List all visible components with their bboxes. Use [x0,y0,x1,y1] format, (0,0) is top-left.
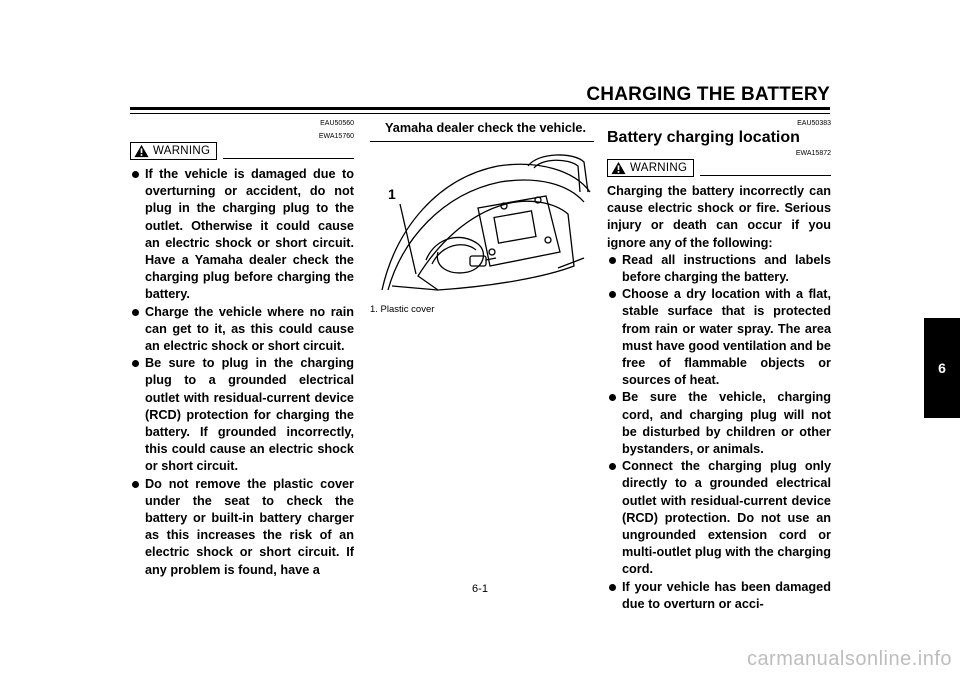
list-item: Be sure to plug in the charging plug to a grounded electrical outlet with residual-current device (RCD) protection for charging the battery. If grounded incorrectly, this could cause an electric shock or short circuit. [130,355,354,475]
section-heading: Battery charging location [607,129,800,146]
warning-list [607,252,831,613]
doc-code: EWA15760 [318,133,354,140]
column-middle [370,120,594,315]
page-number: 6-1 [472,583,488,595]
page-header-title: CHARGING THE BATTERY [586,84,830,105]
warning-bar [130,142,354,160]
list-item: Read all instructions and labels before charging the battery. [607,252,831,286]
warning-list [130,166,354,579]
plastic-cover-figure [378,148,592,296]
warning-bar [607,159,831,177]
header-rule-thick [130,107,830,110]
warning-end-rule [370,141,594,142]
continued-text: Yamaha dealer check the vehicle. [385,121,586,135]
warning-label: WARNING [153,145,211,157]
warning-label: WARNING [630,162,688,174]
doc-code: EAU50560 [320,120,354,127]
list-item: If your vehicle has been damaged due to overturn or acci- [607,579,831,613]
warning-triangle-icon [611,161,626,175]
column-right [607,120,831,613]
warning-rule [223,158,354,159]
chapter-tab[interactable]: 6 [924,318,960,418]
header-rule-thin [130,113,830,114]
list-item: Be sure the vehicle, charging cord, and charging plug will not be disturbed by children or other bystanders, or animals. [607,389,831,458]
list-item: Choose a dry location with a flat, stable surface that is protected from rain or water spray. The area must have good ventilation and be free of flammable objects or sources of heat. [607,286,831,389]
seat-compartment-illustration [378,148,592,296]
list-item: Do not remove the plastic cover under the seat to check the battery or built-in battery charger as this increases the risk of an electric shock or short circuit. If any problem is found, have a [130,476,354,579]
doc-code: EAU50383 [797,120,831,127]
figure-callout: 1 [388,186,396,203]
column-left [130,120,354,579]
warning-rule [700,175,831,176]
warning-badge [130,142,217,160]
warning-triangle-icon [134,144,149,158]
list-item: If the vehicle is damaged due to overturning or accident, do not plug in the charging plug to the outlet. Otherwise it could cause an electric shock or short circuit. Have a Yamaha dealer check the charging plug before charging the battery. [130,166,354,304]
warning-badge [607,159,694,177]
doc-code: EWA15872 [795,150,831,157]
list-item: Connect the charging plug only directly to a grounded electrical outlet with residual-current device (RCD) protection. Do not use an ungrounded extension cord or multi-outlet plug with the charging cord. [607,458,831,578]
figure-caption: 1. Plastic cover [370,304,435,316]
watermark[interactable]: carmanualsonline.info [746,648,952,670]
list-item: Charge the vehicle where no rain can get to it, as this could cause an electric shock or short circuit. [130,304,354,356]
warning-intro: Charging the battery incorrectly can cause electric shock or fire. Serious injury or death can occur if you ignore any of the following: [607,184,831,250]
